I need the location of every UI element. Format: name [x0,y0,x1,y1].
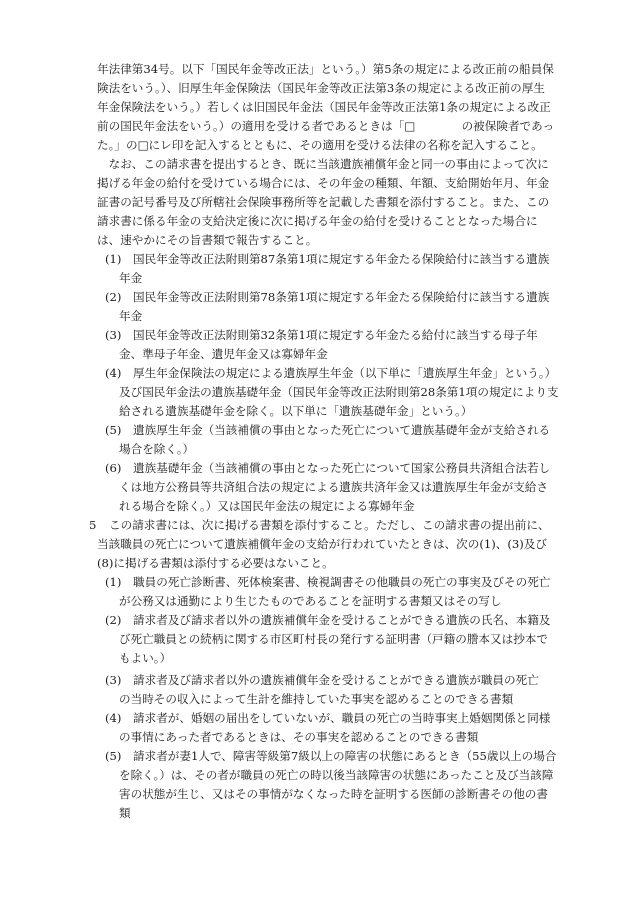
paragraph-continuation [97,60,555,155]
text-line: 年金保険法をいう。）若しくは旧国民年金法（国民年金等改正法第1条の規定による改正 [97,100,551,114]
text-line: 請求書に係る年金の支給決定後に次に掲げる年金の給付を受けることとなった場合に [97,214,538,228]
section-number: 5 [89,518,97,532]
text-line: 遺族厚生年金（当該補償の事由となった死亡について遺族基礎年金が支給される [133,423,551,437]
item-number: (3) [105,328,122,342]
text-line: 及び国民年金法の遺族基礎年金（国民年金等改正法附則第28条第1項の規定により支 [119,385,559,399]
text-line: は、速やかにその旨書類で報告すること。 [97,233,318,247]
text-line: くは地方公務員等共済組合法の規定による遺族共済年金又は遺族厚生年金が支給さ [119,480,548,494]
item-number: (2) [105,290,122,304]
text-line: 遺族基礎年金（当該補償の事由となった死亡について国家公務員共済組合法若し [133,461,551,475]
text-line: の事情にあった者であるときは、その事実を認めることのできる書類 [119,730,479,744]
text-line: 職員の死亡診断書、死体検案書、検視調書その他職員の死亡の事実及びその死亡 [133,575,551,589]
item-number: (1) [105,575,122,589]
text-line: た。」の□にレ印を記入するとともに、その適用を受ける法律の名称を記入すること。 [97,138,543,152]
item-number: (5) [105,423,122,437]
text-line: 金、準母子年金、遺児年金又は寡婦年金 [119,347,328,361]
text-line: 険法をいう。）、旧厚生年金保険法（国民年金等改正法第3条の規定による改正前の厚生 [97,81,545,95]
text-line: 当該職員の死亡について遺族補償年金の支給が行われていたときは、次の(1)、(3)及び [97,537,547,551]
paragraph-note [97,155,550,250]
text-line: れる場合を除く。）又は国民年金法の規定による寡婦年金 [119,499,415,513]
text-line: 類 [119,806,131,820]
text-line: 請求者及び請求者以外の遺族補償年金を受けることができる遺族の氏名、本籍及 [133,613,551,627]
item-number: (1) [105,252,122,266]
text-line: 国民年金等改正法附則第78条第1項に規定する年金たる保険給付に該当する遺族 [133,290,550,304]
text-line: 請求者が妻1人で、障害等級第7級以上の障害の状態にあるとき（55歳以上の場合 [133,749,557,763]
text-line: (8)に掲げる書類は添付する必要はないこと。 [97,556,334,570]
text-line: もよい。） [119,651,172,665]
text-line: 請求者及び請求者以外の遺族補償年金を受けることができる遺族が職員の死亡 [133,673,539,687]
text-line: 年法律第34号。以下「国民年金等改正法」という。）第5条の規定による改正前の船員保 [97,62,554,76]
text-line: 前の国民年金法をいう。）の適用を受ける者であるときは「□ の被保険者であっ [97,119,555,133]
item-number: (3) [105,673,122,687]
text-line: 国民年金等改正法附則第87条第1項に規定する年金たる保険給付に該当する遺族 [133,252,550,266]
text-line: この請求書には、次に掲げる書類を添付すること。ただし、この請求書の提出前に、 [109,518,550,532]
item-number: (2) [105,613,122,627]
text-line: 国民年金等改正法附則第32条第1項に規定する年金たる給付に該当する母子年 [133,328,538,342]
item-number: (4) [105,711,122,725]
item-number: (4) [105,366,122,380]
item-number: (6) [105,461,122,475]
text-line: 掲げる年金の給付を受けている場合には、その年金の種類、年額、支給開始年月、年金 [97,176,550,190]
text-line: 厚生年金保険法の規定による遺族厚生年金（以下単に「遺族厚生年金」という。） [133,366,557,380]
text-line: を除く。）は、その者が職員の死亡の時以後当該障害の状態にあったこと及び当該障 [119,768,554,782]
section-5 [89,516,550,573]
text-line: 給される遺族基礎年金を除く。以下単に「遺族基礎年金」という。） [119,404,473,418]
text-line: 請求者が、婚姻の届出をしていないが、職員の死亡の当時事実上婚姻関係と同様 [133,711,551,725]
text-line: 証書の記号番号及び所轄社会保険事務所等を記載した書類を添付すること。また、この [97,195,550,209]
text-line: び死亡職員との続柄に関する市区町村長の発行する証明書（戸籍の謄本又は抄本で [119,632,548,646]
text-line: 場合を除く。） [119,442,195,456]
text-line: の当時その収入によって生計を維持していた事実を認めることのできる書類 [119,692,514,706]
text-line: が公務又は通勤により生じたものであることを証明する書類又はその写し [119,594,502,608]
text-line: 年金 [119,271,143,285]
item-number: (5) [105,749,122,763]
text-line: 年金 [119,309,143,323]
text-line: 害の状態が生じ、又はその事情がなくなった時を証明する医師の診断書その他の書 [119,787,548,801]
text-line: なお、この請求書を提出するとき、既に当該遺族補償年金と同一の事由によって次に [97,157,549,171]
